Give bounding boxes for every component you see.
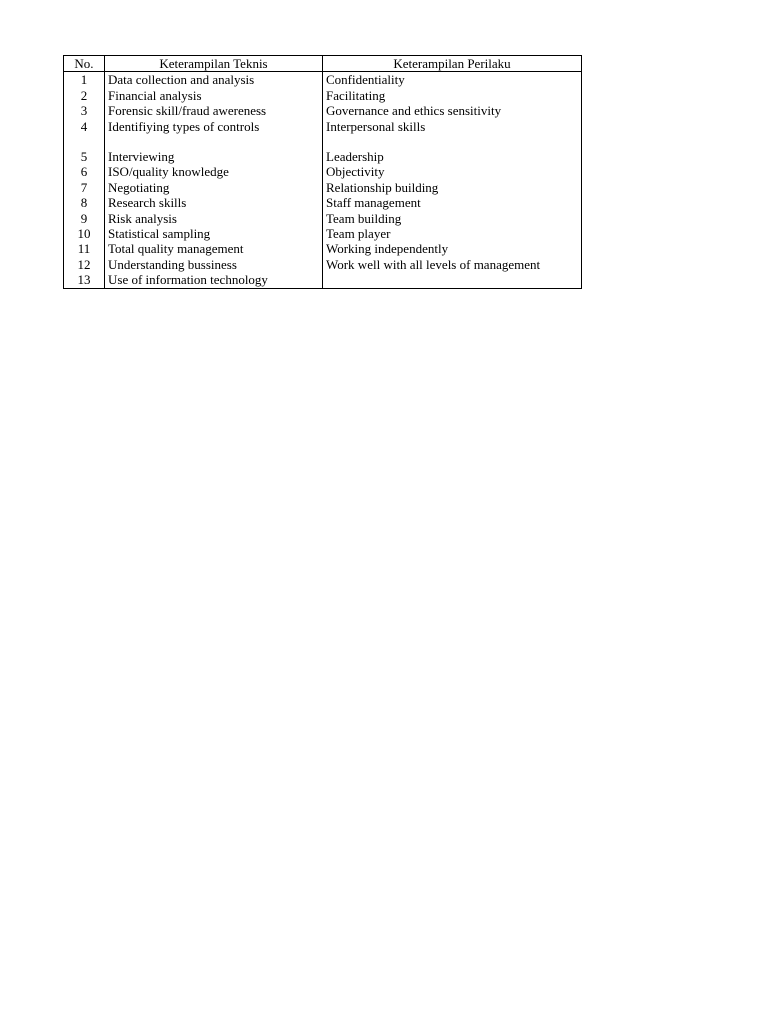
behavioral-skill: Facilitating — [323, 88, 582, 103]
technical-skill: Forensic skill/fraud awereness — [105, 103, 323, 118]
behavioral-skill: Work well with all levels of management — [323, 257, 582, 272]
technical-skill: Interviewing — [105, 134, 323, 164]
row-number: 11 — [64, 241, 105, 256]
behavioral-skill: Leadership — [323, 134, 582, 164]
behavioral-skill — [323, 272, 582, 288]
behavioral-skill: Staff management — [323, 195, 582, 210]
technical-skill: ISO/quality knowledge — [105, 164, 323, 179]
row-number: 8 — [64, 195, 105, 210]
row-number: 9 — [64, 211, 105, 226]
row-number: 1 — [64, 72, 105, 88]
row-number: 3 — [64, 103, 105, 118]
behavioral-skill: Governance and ethics sensitivity — [323, 103, 582, 118]
technical-skill: Financial analysis — [105, 88, 323, 103]
technical-skill: Statistical sampling — [105, 226, 323, 241]
technical-skill: Identifiying types of controls — [105, 119, 323, 134]
technical-skill: Understanding bussiness — [105, 257, 323, 272]
behavioral-skill: Objectivity — [323, 164, 582, 179]
table-row — [64, 119, 582, 134]
table-row — [64, 272, 582, 288]
row-number: 13 — [64, 272, 105, 288]
technical-skill: Data collection and analysis — [105, 72, 323, 88]
table-row — [64, 164, 582, 179]
behavioral-skill: Team building — [323, 211, 582, 226]
technical-skill: Total quality management — [105, 241, 323, 256]
table-row — [64, 211, 582, 226]
table-row — [64, 195, 582, 210]
row-number: 6 — [64, 164, 105, 179]
row-number: 5 — [64, 134, 105, 164]
table-row — [64, 72, 582, 88]
row-number: 10 — [64, 226, 105, 241]
row-number: 12 — [64, 257, 105, 272]
skills-table — [63, 55, 582, 289]
header-technical-skills: Keterampilan Teknis — [105, 56, 323, 72]
behavioral-skill: Interpersonal skills — [323, 119, 582, 134]
table-row — [64, 103, 582, 118]
behavioral-skill: Team player — [323, 226, 582, 241]
table-row — [64, 257, 582, 272]
technical-skill: Negotiating — [105, 180, 323, 195]
technical-skill: Research skills — [105, 195, 323, 210]
technical-skill: Risk analysis — [105, 211, 323, 226]
table-row — [64, 88, 582, 103]
behavioral-skill: Confidentiality — [323, 72, 582, 88]
table-row — [64, 226, 582, 241]
table-row — [64, 180, 582, 195]
row-number: 2 — [64, 88, 105, 103]
row-number: 7 — [64, 180, 105, 195]
technical-skill: Use of information technology — [105, 272, 323, 288]
table-row — [64, 134, 582, 164]
header-no: No. — [64, 56, 105, 72]
behavioral-skill: Working independently — [323, 241, 582, 256]
table-row — [64, 241, 582, 256]
row-number: 4 — [64, 119, 105, 134]
header-row — [64, 56, 582, 72]
behavioral-skill: Relationship building — [323, 180, 582, 195]
header-behavioral-skills: Keterampilan Perilaku — [323, 56, 582, 72]
